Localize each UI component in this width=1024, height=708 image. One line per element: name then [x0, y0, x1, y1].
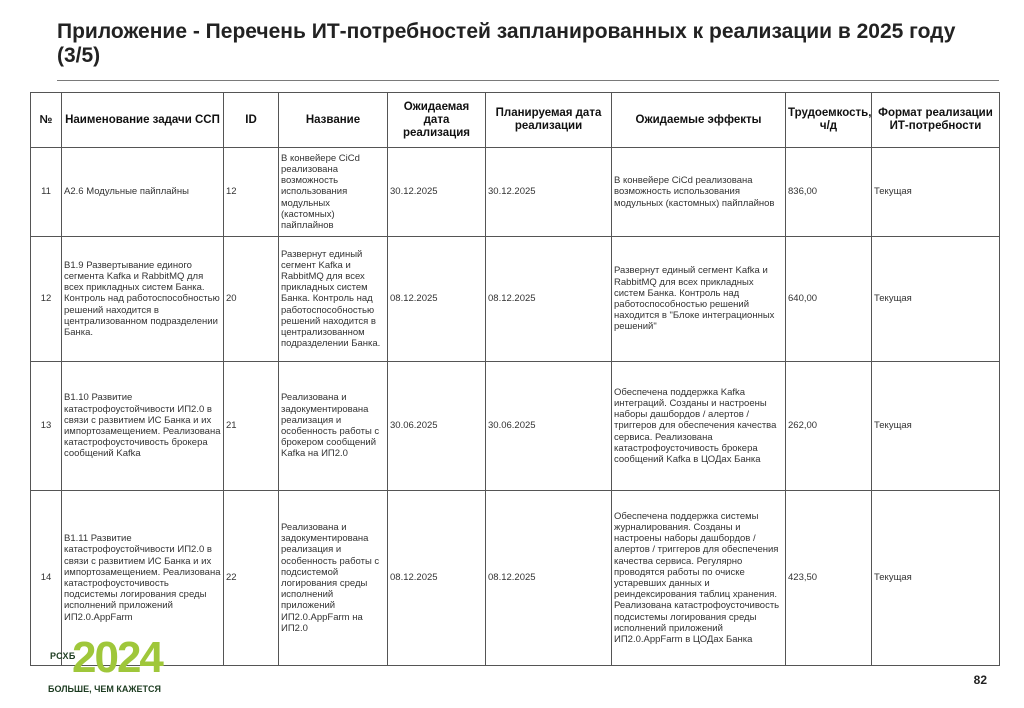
row-planned-date: 08.12.2025: [486, 237, 612, 362]
row-expected-date: 08.12.2025: [388, 237, 486, 362]
rshb-2024-logo: [46, 633, 162, 698]
row-expected-date: 08.12.2025: [388, 491, 486, 666]
row-planned-date: 08.12.2025: [486, 491, 612, 666]
row-name: В конвейере CiCd реализована возможность использования модульных (кастомных) пайплайнов: [279, 148, 388, 237]
row-format: Текущая: [872, 491, 1000, 666]
header-id: ID: [224, 93, 279, 148]
row-planned-date: 30.12.2025: [486, 148, 612, 237]
logo-year: 2024: [72, 633, 162, 682]
header-task: Наименование задачи ССП: [62, 93, 224, 148]
header-effort: Трудоемкость, ч/д: [786, 93, 872, 148]
row-id: 22: [224, 491, 279, 666]
row-effort: 640,00: [786, 237, 872, 362]
row-effects: В конвейере CiCd реализована возможность использования модульных (кастомных) пайплайнов: [612, 148, 786, 237]
row-format: Текущая: [872, 237, 1000, 362]
task-text: Развитие катастрофоустойчивости ИП2.0 в связи с развитием ИС Банка и их импортозамещением. Реализована катастрофоусточивость подсистемы логирования среды исполнений приложений ИП2.0.AppFarm: [64, 533, 221, 623]
task-code: B1.11: [64, 533, 89, 545]
table-header-row: [31, 93, 1000, 148]
slide-title: Приложение - Перечень ИТ-потребностей запланированных к реализации в 2025 году (3/5): [57, 20, 956, 67]
task-text: Развертывание единого сегмента Kafka и RabbitMQ для всех прикладных систем Банка. Контроль над работоспособностью решений находится в централизованном подразделении Банка.: [64, 259, 220, 338]
row-id: 21: [224, 362, 279, 491]
title-divider: [57, 80, 999, 81]
task-code: B1.10: [64, 392, 89, 404]
row-effort: 836,00: [786, 148, 872, 237]
table-row: [31, 362, 1000, 491]
logo-slogan: БОЛЬШЕ, ЧЕМ КАЖЕТСЯ: [48, 684, 161, 694]
row-num: 14: [31, 491, 62, 666]
it-needs-table: [30, 92, 1000, 666]
row-task: [62, 148, 224, 237]
header-planned-date: Планируемая дата реализации: [486, 93, 612, 148]
row-id: 12: [224, 148, 279, 237]
row-effects: Развернут единый сегмент Kafka и RabbitMQ для всех прикладных систем Банка. Контроль над работоспособностью решений находится в "Блоке интеграционных решений": [612, 237, 786, 362]
logo-brand: РСХБ: [50, 651, 76, 661]
task-code: A2.6: [64, 186, 84, 198]
row-planned-date: 30.06.2025: [486, 362, 612, 491]
row-name: Развернут единый сегмент Kafka и RabbitMQ для всех прикладных систем Банка. Контроль над работоспособностью решений находится в централизованном подразделении Банка.: [279, 237, 388, 362]
page-number: 82: [973, 673, 987, 687]
header-effects: Ожидаемые эффекты: [612, 93, 786, 148]
row-task: [62, 362, 224, 491]
row-format: Текущая: [872, 362, 1000, 491]
row-num: 11: [31, 148, 62, 237]
table-row: [31, 237, 1000, 362]
header-name: Название: [279, 93, 388, 148]
row-format: Текущая: [872, 148, 1000, 237]
row-id: 20: [224, 237, 279, 362]
row-name: Реализована и задокументирована реализация и особенность работы с подсистемой логирования среды исполнений приложений ИП2.0.AppFarm на ИП2.0: [279, 491, 388, 666]
row-name: Реализована и задокументирована реализация и особенность работы с брокером сообщений Kafka на ИП2.0: [279, 362, 388, 491]
table-row: [31, 148, 1000, 237]
row-expected-date: 30.06.2025: [388, 362, 486, 491]
task-text: Развитие катастрофоустойчивости ИП2.0 в связи с развитием ИС Банка и их импортозамещением. Реализована катастрофоусточивость брокера сообщений Kafka: [64, 392, 221, 460]
row-effort: 262,00: [786, 362, 872, 491]
header-expected-date: Ожидаемая дата реализация: [388, 93, 486, 148]
task-text: Модульные пайплайны: [86, 186, 189, 198]
row-effort: 423,50: [786, 491, 872, 666]
row-expected-date: 30.12.2025: [388, 148, 486, 237]
row-num: 13: [31, 362, 62, 491]
header-num: №: [31, 93, 62, 148]
table-row: [31, 491, 1000, 666]
row-effects: Обеспечена поддержка Kafka интеграций. Созданы и настроены наборы дашбордов / алертов / триггеров для обеспечения качества сервиса. Реализована катастрофоусточивость брокера сообщений Kafka в ЦОДах Банка: [612, 362, 786, 491]
header-format: Формат реализации ИТ-потребности: [872, 93, 1000, 148]
task-code: B1.9: [64, 259, 84, 271]
row-task: [62, 237, 224, 362]
row-effects: Обеспечена поддержка системы журналирования. Созданы и настроены наборы дашбордов / алертов / триггеров для обеспечения качества сервиса. Регулярно проводятся работы по очиске устаревших данных и реиндексирования таблиц хранения. Реализована катастрофоусточивость подсистемы логирования среды исполнений приложений ИП2.0.AppFarm в ЦОДах Банка: [612, 491, 786, 666]
row-num: 12: [31, 237, 62, 362]
